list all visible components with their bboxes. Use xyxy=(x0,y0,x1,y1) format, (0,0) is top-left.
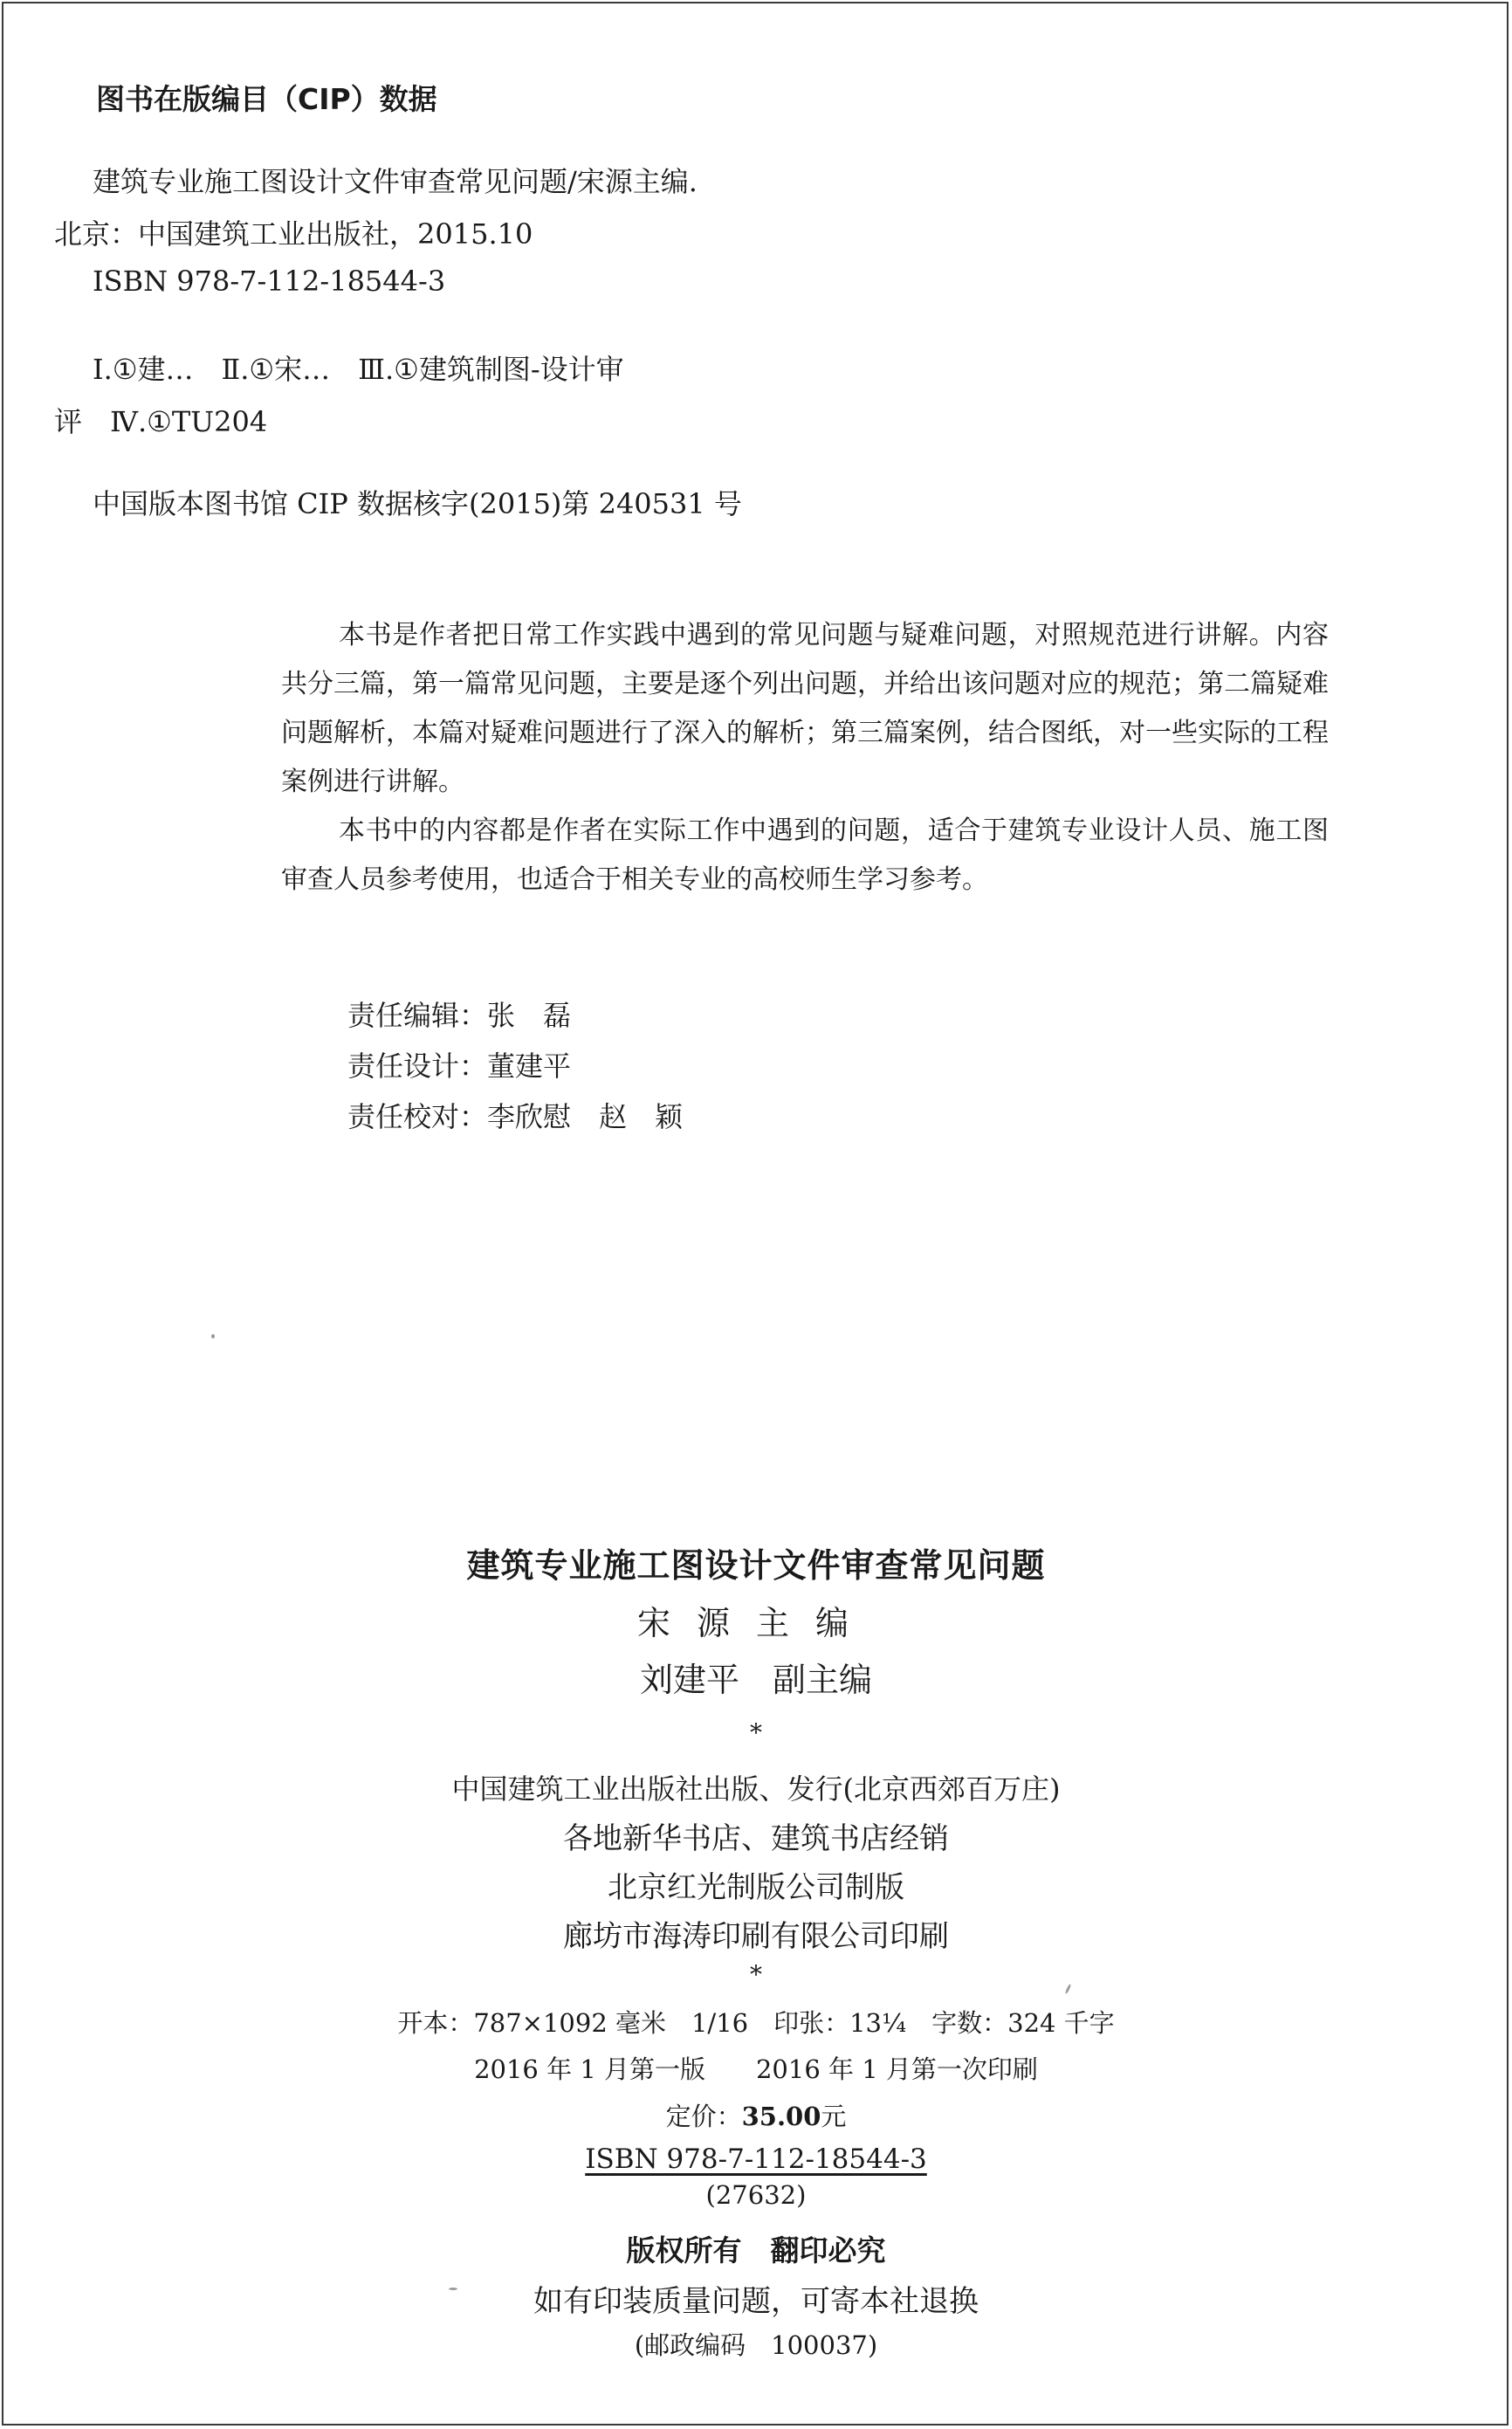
cip-heading: 图书在版编目（CIP）数据 xyxy=(96,82,437,116)
printer-line: 廊坊市海涛印刷有限公司印刷 xyxy=(563,1919,949,1954)
price-unit: 元 xyxy=(821,2102,847,2131)
cip-classification-line: Ⅰ.①建… Ⅱ.①宋… Ⅲ.①建筑制图-设计审 xyxy=(93,353,624,386)
separator-star: * xyxy=(750,1718,762,1747)
separator-star: * xyxy=(750,1960,762,1989)
cip-title-line: 建筑专业施工图设计文件审查常见问题/宋源主编. xyxy=(93,165,698,198)
description-paragraph-1: 本书是作者把日常工作实践中遇到的常见问题与疑难问题，对照规范进行讲解。内容共分三篇，第一篇常见问题，主要是逐个列出问题，并给出该问题对应的规范；第二篇疑难问题解析，本篇对疑难问题进行了深入的解析；第三篇案例，结合图纸，对一些实际的工程案例进行讲解。 xyxy=(281,620,1329,797)
price xyxy=(0,2097,1512,2133)
book-title: 建筑专业施工图设计文件审查常见问题 xyxy=(466,1546,1046,1585)
chief-editor: 宋源主编 xyxy=(636,1604,875,1642)
isbn xyxy=(0,2143,1512,2175)
scan-speck xyxy=(449,2288,457,2290)
edition-info: 2016 年 1 月第一版 2016 年 1 月第一次印刷 xyxy=(474,2054,1038,2084)
responsible-proofreader: 责任校对：李欣慰 赵 颖 xyxy=(347,1100,684,1133)
description-paragraph-2: 本书中的内容都是作者在实际工作中遇到的问题，适合于建筑专业设计人员、施工图审查人员参考使用，也适合于相关专业的高校师生学习参考。 xyxy=(281,815,1329,895)
book-description xyxy=(281,611,1329,905)
isbn-number: ISBN 978-7-112-18544-3 xyxy=(585,2143,927,2175)
distributor-line: 各地新华书店、建筑书店经销 xyxy=(563,1821,949,1856)
cip-publisher-line: 北京：中国建筑工业出版社，2015.10 xyxy=(54,217,533,251)
book-code: (27632) xyxy=(705,2180,807,2210)
return-notice: 如有印装质量问题，可寄本社退换 xyxy=(533,2284,979,2319)
deputy-editor: 刘建平 副主编 xyxy=(639,1661,872,1699)
price-label: 定价： xyxy=(665,2102,742,2131)
rights-notice: 版权所有 翻印必究 xyxy=(626,2233,886,2267)
price-value: 35.00 xyxy=(741,2102,821,2131)
scan-speck xyxy=(211,1334,215,1338)
cip-isbn-line: ISBN 978-7-112-18544-3 xyxy=(93,265,446,298)
cip-classification-line-cont: 评 Ⅳ.①TU204 xyxy=(54,405,268,438)
format-specs: 开本：787×1092 毫米 1/16 印张：13¼ 字数：324 千字 xyxy=(397,2008,1115,2038)
responsible-editor: 责任编辑：张 磊 xyxy=(347,999,572,1032)
responsible-designer: 责任设计：董建平 xyxy=(347,1049,572,1083)
postal-code: (邮政编码 100037) xyxy=(634,2330,878,2360)
plate-maker-line: 北京红光制版公司制版 xyxy=(608,1870,904,1905)
cip-record-number: 中国版本图书馆 CIP 数据核字(2015)第 240531 号 xyxy=(93,487,742,520)
publisher-line: 中国建筑工业出版社出版、发行(北京西郊百万庄) xyxy=(451,1772,1061,1806)
